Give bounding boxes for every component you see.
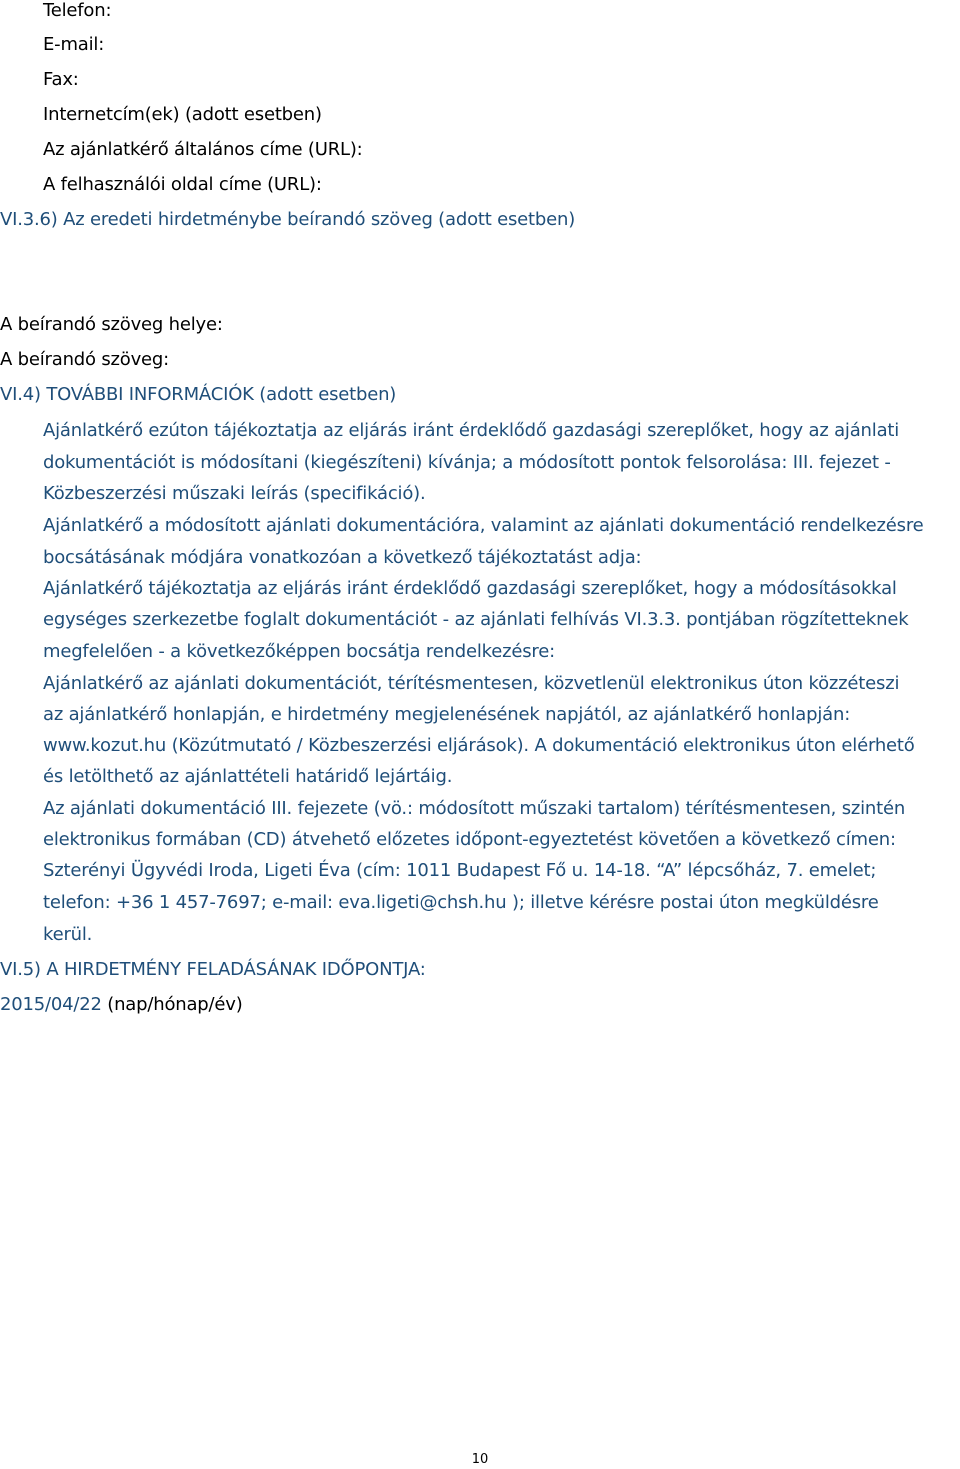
page-number: 10 bbox=[471, 1452, 489, 1467]
text-label: A beírandó szöveg: bbox=[0, 349, 169, 370]
paragraph-line: Ajánlatkérő tájékoztatja az eljárás iránt érdeklődő gazdasági szereplőket, hogy a módosításokkal bbox=[43, 578, 897, 599]
paragraph-line: bocsátásának módjára vonatkozóan a következő tájékoztatást adja: bbox=[43, 547, 642, 568]
paragraph-line: Ajánlatkérő a módosított ajánlati dokumentációra, valamint az ajánlati dokumentáció rendelkezésre bbox=[43, 515, 924, 536]
paragraph-line: kerül. bbox=[43, 924, 93, 945]
paragraph-line: Az ajánlati dokumentáció III. fejezete (vö.: módosított műszaki tartalom) térítésmentesen, szintén bbox=[43, 798, 906, 819]
internet-address-label: Internetcím(ek) (adott esetben) bbox=[43, 104, 322, 125]
paragraph-line: elektronikus formában (CD) átvehető előzetes időpont-egyeztetést követően a következő címen: bbox=[43, 829, 896, 850]
paragraph-line: Közbeszerzési műszaki leírás (specifikáció). bbox=[43, 483, 426, 504]
phone-label: Telefon: bbox=[43, 0, 112, 21]
section-vi4-heading: VI.4) TOVÁBBI INFORMÁCIÓK (adott esetben) bbox=[0, 384, 397, 405]
paragraph-line: és letölthető az ajánlattételi határidő lejártáig. bbox=[43, 766, 453, 787]
paragraph-line: telefon: +36 1 457-7697; e-mail: eva.ligeti@chsh.hu ); illetve kérésre postai úton megküldésre bbox=[43, 892, 879, 913]
publication-date-row bbox=[0, 994, 243, 1016]
paragraph-line: Szterényi Ügyvédi Iroda, Ligeti Éva (cím: 1011 Budapest Fő u. 14-18. “A” lépcsőház, 7. emelet; bbox=[43, 860, 877, 881]
paragraph-line: az ajánlatkérő honlapján, e hirdetmény megjelenésének napjától, az ajánlatkérő honlapján: bbox=[43, 704, 851, 725]
paragraph-line: egységes szerkezetbe foglalt dokumentációt - az ajánlati felhívás VI.3.3. pontjában rögzítetteknek bbox=[43, 609, 909, 630]
publication-date: 2015/04/22 bbox=[0, 994, 102, 1015]
paragraph-line: Ajánlatkérő ezúton tájékoztatja az eljárás iránt érdeklődő gazdasági szereplőket, hogy az ajánlati bbox=[43, 420, 900, 441]
email-label: E-mail: bbox=[43, 34, 105, 55]
paragraph-line: dokumentációt is módosítani (kiegészíteni) kívánja; a módosított pontok felsorolása: III. fejezet - bbox=[43, 452, 891, 473]
user-page-url-label: A felhasználói oldal címe (URL): bbox=[43, 174, 322, 195]
paragraph-line: Ajánlatkérő az ajánlati dokumentációt, térítésmentesen, közvetlenül elektronikus úton közzéteszi bbox=[43, 673, 900, 694]
date-format-label: (nap/hónap/év) bbox=[107, 994, 243, 1015]
text-place-label: A beírandó szöveg helye: bbox=[0, 314, 223, 335]
fax-label: Fax: bbox=[43, 69, 79, 90]
general-url-label: Az ajánlatkérő általános címe (URL): bbox=[43, 139, 363, 160]
paragraph-line: megfelelően - a következőképpen bocsátja rendelkezésre: bbox=[43, 641, 555, 662]
paragraph-line: www.kozut.hu (Közútmutató / Közbeszerzési eljárások). A dokumentáció elektronikus úton elérhető bbox=[43, 735, 915, 756]
section-vi36-heading: VI.3.6) Az eredeti hirdetménybe beírandó szöveg (adott esetben) bbox=[0, 209, 576, 230]
section-vi5-heading: VI.5) A HIRDETMÉNY FELADÁSÁNAK IDŐPONTJA: bbox=[0, 959, 426, 980]
